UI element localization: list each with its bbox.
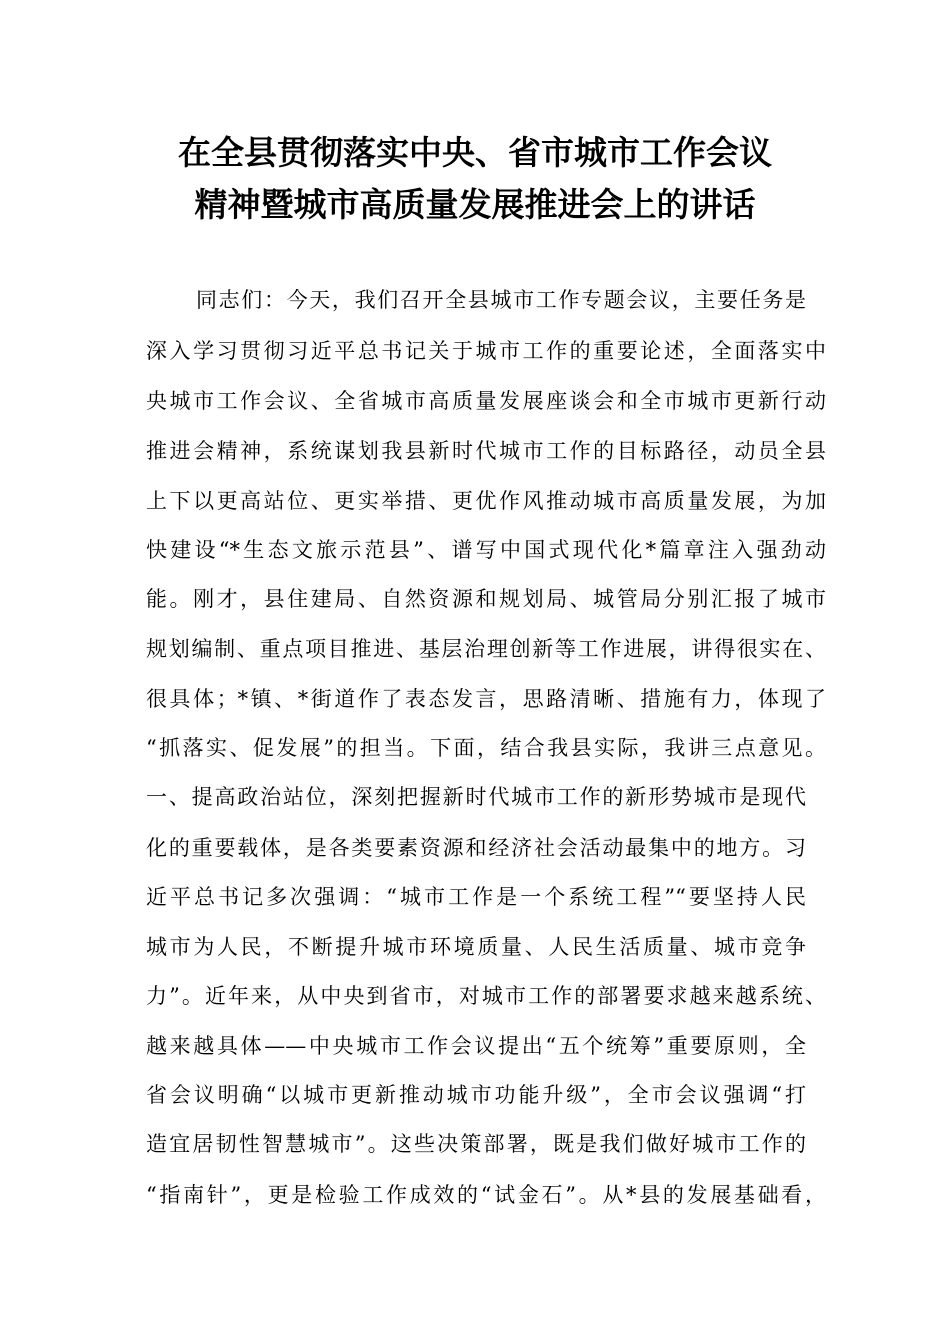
body-line: 造宜居韧性智慧城市”。这些决策部署，既是我们做好城市工作的	[146, 1132, 806, 1156]
body-line: 上下以更高站位、更实举措、更优作风推动城市高质量发展，为加	[146, 489, 826, 513]
body-line: 央城市工作会议、全省城市高质量发展座谈会和全市城市更新行动	[146, 389, 826, 413]
document-title-line-1: 在全县贯彻落实中央、省市城市工作会议	[178, 133, 772, 172]
body-line: 快建设“*生态文旅示范县”、谱写中国式现代化*篇章注入强劲动	[146, 538, 826, 562]
body-line: 越来越具体——中央城市工作会议提出“五个统筹”重要原则，全	[146, 1034, 806, 1058]
document-title-line-2: 精神暨城市高质量发展推进会上的讲话	[194, 185, 756, 224]
body-line: 同志们：今天，我们召开全县城市工作专题会议，主要任务是	[196, 288, 806, 312]
body-line: 省会议明确“以城市更新推动城市功能升级”，全市会议强调“打	[146, 1083, 806, 1107]
body-line: 深入学习贯彻习近平总书记关于城市工作的重要论述，全面落实中	[146, 339, 826, 363]
section-heading-line: 一、提高政治站位，深刻把握新时代城市工作的新形势城市是现代	[146, 785, 806, 809]
body-line: 很具体；*镇、*街道作了表态发言，思路清晰、措施有力，体现了	[146, 687, 826, 711]
body-line: 力”。近年来，从中央到省市，对城市工作的部署要求越来越系统、	[146, 984, 826, 1008]
body-line: 规划编制、重点项目推进、基层治理创新等工作进展，讲得很实在、	[146, 637, 826, 661]
body-line: “指南针”，更是检验工作成效的“试金石”。从*县的发展基础看，	[146, 1183, 826, 1207]
body-line: “抓落实、促发展”的担当。下面，结合我县实际，我讲三点意见。	[146, 736, 826, 760]
body-line: 城市为人民，不断提升城市环境质量、人民生活质量、城市竞争	[146, 935, 806, 959]
body-line: 能。刚才，县住建局、自然资源和规划局、城管局分别汇报了城市	[146, 587, 826, 611]
body-line: 化的重要载体，是各类要素资源和经济社会活动最集中的地方。习	[146, 836, 806, 860]
body-line: 推进会精神，系统谋划我县新时代城市工作的目标路径，动员全县	[146, 439, 826, 463]
body-line: 近平总书记多次强调：“城市工作是一个系统工程”“要坚持人民	[146, 885, 806, 909]
